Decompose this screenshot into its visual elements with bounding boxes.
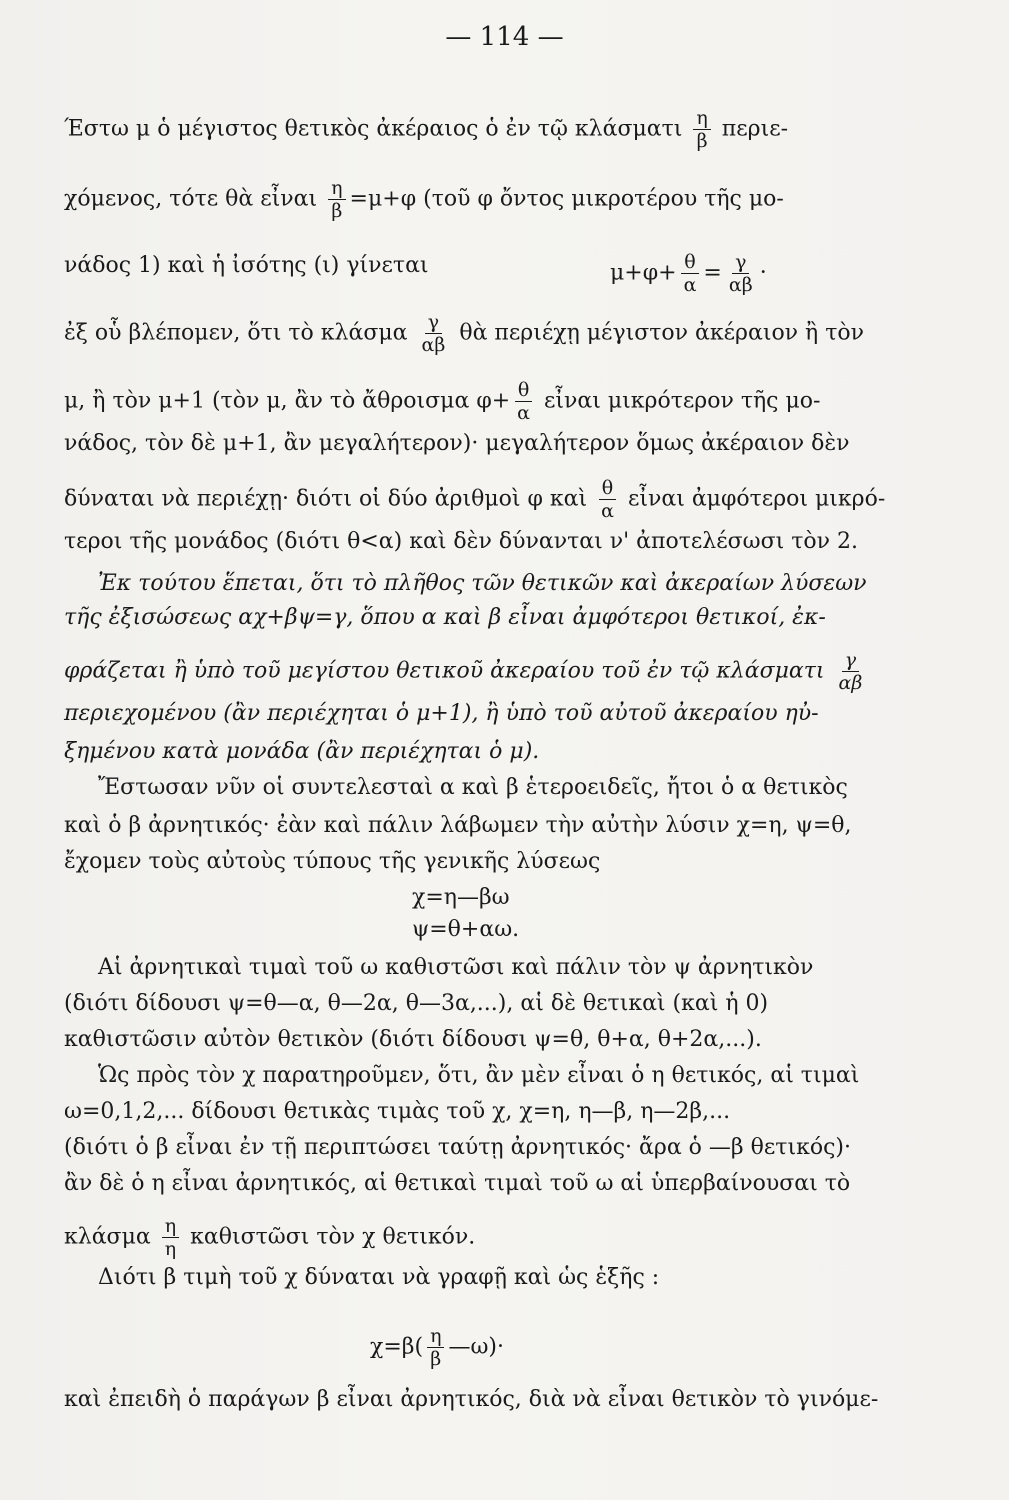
text-line — [64, 430, 850, 458]
text-line — [412, 884, 510, 912]
text-run: νάδος 1) καὶ ἡ ἰσότης (ι) γίνεται — [64, 253, 429, 278]
fraction — [328, 178, 345, 221]
text-run: =μ+φ (τοῦ φ ὄντος μικροτέρου τῆς μο- — [349, 186, 784, 212]
text-run: καθιστῶσιν αὐτὸν θετικὸν (διότι δίδουσι ψ=θ, θ+α, θ+2α,...). — [64, 1027, 762, 1052]
text-run: · — [759, 260, 767, 286]
text-run: = — [703, 260, 722, 286]
text-run: χόμενος, τότε θὰ εἶναι — [64, 186, 325, 212]
fraction — [427, 1326, 444, 1369]
text-run: περιε- — [714, 116, 789, 142]
text-run: περιεχομένου (ἂν περιέχηται ὁ μ+1), ἢ ὑπὸ τοῦ αὐτοῦ ἀκεραίου ηὐ- — [64, 701, 819, 726]
fraction-denominator: αβ — [421, 334, 446, 356]
text-run: —ω)· — [448, 1334, 504, 1360]
text-line — [64, 478, 885, 521]
fraction — [693, 108, 710, 151]
fraction — [514, 380, 533, 423]
text-run: δύναται νὰ περιέχῃ· διότι οἱ δύο ἀριθμοὶ φ καὶ — [64, 486, 595, 512]
fraction-numerator: θ — [515, 380, 532, 402]
text-run: καὶ ὁ β ἀρνητικός· ἐὰν καὶ πάλιν λάβωμεν τὴν αὐτὴν λύσιν χ=η, ψ=θ, — [64, 813, 852, 838]
text-run: ψ=θ+αω. — [412, 917, 520, 942]
text-line — [64, 650, 869, 693]
fraction-denominator: αβ — [728, 274, 753, 296]
text-run: μ+φ+ — [610, 260, 677, 286]
text-line — [64, 990, 768, 1018]
text-line — [64, 108, 788, 151]
text-run: (διότι δίδουσι ψ=θ—α, θ—2α, θ—3α,...), αἱ δὲ θετικαὶ (καὶ ἡ 0) — [64, 991, 769, 1016]
text-run: ἔχομεν τοὺς αὐτοὺς τύπους τῆς γενικῆς λύσεως — [64, 849, 601, 874]
text-line — [64, 848, 600, 876]
text-run: (διότι ὁ β εἶναι ἐν τῇ περιπτώσει ταύτῃ ἀρνητικός· ἄρα ὁ —β θετικός)· — [64, 1135, 851, 1160]
text-run: μ, ἢ τὸν μ+1 (τὸν μ, ἂν τὸ ἄθροισμα φ+ — [64, 388, 511, 414]
fraction-numerator: θ — [681, 252, 698, 274]
text-line — [412, 916, 519, 944]
text-line — [370, 1326, 504, 1369]
text-line — [64, 1134, 851, 1162]
text-run: Αἱ ἀρνητικαὶ τιμαὶ τοῦ ω καθιστῶσι καὶ πάλιν τὸν ψ ἀρνητικὸν — [98, 955, 814, 980]
text-line — [64, 1170, 850, 1198]
fraction-denominator: α — [517, 402, 530, 424]
text-run: ξημένου κατὰ μονάδα (ἂν περιέχηται ὁ μ). — [64, 739, 540, 764]
text-line — [64, 738, 539, 766]
fraction — [162, 1216, 179, 1259]
text-run: καθιστῶσι τὸν χ θετικόν. — [183, 1224, 476, 1250]
text-run: ω=0,1,2,... δίδουσι θετικὰς τιμὰς τοῦ χ, χ=η, η—β, η—2β,... — [64, 1099, 731, 1124]
fraction — [681, 252, 700, 295]
text-run: τῆς ἐξισώσεως αχ+βψ=γ, ὅπου α καὶ β εἶναι ἀμφότεροι θετικοί, ἐκ- — [64, 605, 826, 630]
text-run: χ=η—βω — [412, 885, 510, 910]
text-run: ἂν δὲ ὁ η εἶναι ἀρνητικός, αἱ θετικαὶ τιμαὶ τοῦ ω αἱ ὑπερβαίνουσαι τὸ — [64, 1171, 851, 1196]
fraction-denominator: α — [601, 500, 614, 522]
text-line — [64, 812, 852, 840]
text-run: χ=β( — [370, 1334, 424, 1360]
text-run: νάδος, τὸν δὲ μ+1, ἂν μεγαλήτερον)· μεγαλήτερον ὅμως ἀκέραιον δὲν — [64, 431, 850, 456]
text-run: φράζεται ἢ ὑπὸ τοῦ μεγίστου θετικοῦ ἀκεραίου τοῦ ἐν τῷ κλάσματι — [64, 658, 832, 684]
text-run: εἶναι ἀμφότεροι μικρό- — [620, 486, 886, 512]
fraction-numerator: γ — [425, 312, 442, 334]
text-line — [64, 312, 864, 355]
text-run: θὰ περιέχῃ μέγιστον ἀκέραιον ἢ τὸν — [452, 320, 865, 346]
text-line — [98, 1264, 659, 1292]
fraction — [419, 312, 449, 355]
text-line — [64, 700, 819, 728]
fraction — [836, 650, 866, 693]
fraction — [726, 252, 756, 295]
fraction-numerator: η — [162, 1216, 179, 1238]
text-line — [64, 178, 784, 221]
text-line — [64, 1386, 878, 1414]
fraction-numerator: η — [328, 178, 345, 200]
text-line — [64, 252, 429, 280]
fraction-numerator: η — [427, 1326, 444, 1348]
text-line — [610, 252, 767, 295]
text-run: Διότι β τιμὴ τοῦ χ δύναται νὰ γραφῇ καὶ ὡς ἑξῆς : — [98, 1265, 660, 1290]
fraction-numerator: γ — [732, 252, 749, 274]
text-run: Ἐκ τούτου ἕπεται, ὅτι τὸ πλῆθος τῶν θετικῶν καὶ ἀκεραίων λύσεων — [98, 571, 867, 596]
fraction-numerator: γ — [842, 650, 859, 672]
text-run: κλάσμα — [64, 1224, 158, 1250]
text-run: εἶναι μικρότερον τῆς μο- — [537, 388, 821, 414]
text-line — [98, 954, 813, 982]
fraction-denominator: β — [696, 130, 708, 152]
page-number: — 114 — — [445, 22, 564, 52]
fraction-denominator: β — [331, 200, 343, 222]
fraction-denominator: α — [683, 274, 697, 296]
text-line — [98, 774, 848, 802]
text-line — [64, 528, 858, 556]
text-run: τεροι τῆς μονάδος (διότι θ<α) καὶ δὲν δύνανται ν' ἀποτελέσωσι τὸν 2. — [64, 529, 858, 554]
fraction-denominator: β — [430, 1348, 442, 1370]
fraction-numerator: η — [693, 108, 710, 130]
fraction-denominator: αβ — [838, 672, 863, 694]
text-line — [64, 1026, 762, 1054]
fraction — [598, 478, 617, 521]
text-line — [64, 604, 826, 632]
text-line — [98, 1062, 859, 1090]
text-line — [64, 1216, 475, 1259]
text-run: Ὡς πρὸς τὸν χ παρατηροῦμεν, ὅτι, ἂν μὲν εἶναι ὁ η θετικός, αἱ τιμαὶ — [98, 1063, 860, 1088]
text-line — [64, 380, 820, 423]
fraction-denominator: η — [164, 1238, 177, 1260]
fraction-numerator: θ — [599, 478, 616, 500]
text-run: ἐξ οὗ βλέπομεν, ὅτι τὸ κλάσμα — [64, 320, 415, 346]
text-run: Έστω μ ὁ μέγιστος θετικὸς ἀκέραιος ὁ ἐν τῷ κλάσματι — [64, 116, 690, 142]
text-run: καὶ ἐπειδὴ ὁ παράγων β εἶναι ἀρνητικός, διὰ νὰ εἶναι θετικὸν τὸ γινόμε- — [64, 1387, 879, 1412]
text-line — [98, 570, 867, 598]
text-run: Ἔστωσαν νῦν οἱ συντελεσταὶ α καὶ β ἑτεροειδεῖς, ἤτοι ὁ α θετικὸς — [98, 775, 848, 800]
text-line — [64, 1098, 730, 1126]
